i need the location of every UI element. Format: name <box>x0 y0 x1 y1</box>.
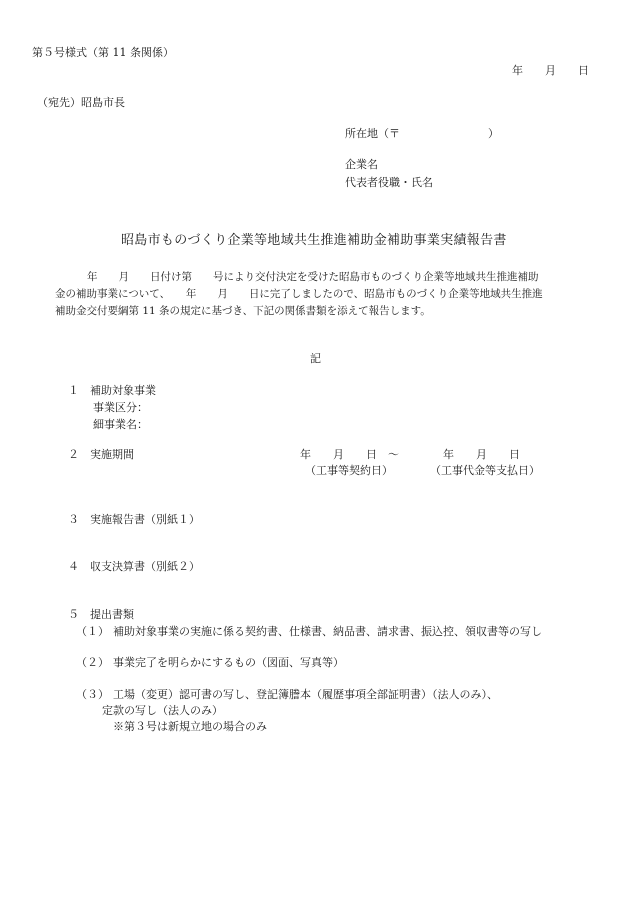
date-line: 年 月 日 <box>512 64 589 77</box>
item1-number: １ <box>68 384 79 397</box>
applicant-company: 企業名 <box>345 158 378 171</box>
applicant-representative: 代表者役職・氏名 <box>345 176 433 189</box>
item5-sub3-text: 工場（変更）認可書の写し、登記簿謄本（履歴事項全部証明書）（法人のみ）、 <box>113 688 498 701</box>
item1-label: 補助対象事業 <box>90 384 156 397</box>
document-title: 昭島市ものづくり企業等地域共生推進補助金補助事業実績報告書 <box>121 233 507 248</box>
item5-sub3-note: ※第３号は新規立地の場合のみ <box>113 720 267 733</box>
item1-subname: 細事業名： <box>93 418 148 431</box>
applicant-address: 所在地（〒 ） <box>345 127 499 140</box>
item5-sub1-text: 補助対象事業の実施に係る契約書、仕様書、納品書、請求書、振込控、領収書等の写し <box>113 625 542 638</box>
body-line-3: 補助金交付要綱第 11 条の規定に基づき、下記の関係書類を添えて報告します。 <box>55 305 431 317</box>
item5-sub3-line2: 定款の写し（法人のみ） <box>102 704 223 717</box>
item2-label: 実施期間 <box>90 448 134 461</box>
item5-sub2-text: 事業完了を明らかにするもの（図面、写真等） <box>113 656 344 669</box>
item2-number: ２ <box>68 448 79 461</box>
item4-number: ４ <box>68 560 79 573</box>
item4-label: 収支決算書（別紙２） <box>90 560 200 573</box>
item5-sub3-number: （３） <box>76 688 109 701</box>
item5-label: 提出書類 <box>90 608 134 621</box>
item1-category: 事業区分： <box>93 401 148 414</box>
item2-start-note: （工事等契約日） <box>305 464 393 477</box>
body-line-1: 年 月 日付け第 号により交付決定を受けた昭島市ものづくり企業等地域共生推進補助 <box>66 271 539 283</box>
item2-end-note: （工事代金等支払日） <box>430 464 540 477</box>
item2-date-range: 年 月 日 ～ 年 月 日 <box>300 448 520 461</box>
ki-heading: 記 <box>310 352 321 365</box>
addressee: （宛先）昭島市長 <box>37 96 125 109</box>
item3-number: ３ <box>68 513 79 526</box>
body-line-2: 金の補助事業について、 年 月 日に完了しましたので、昭島市ものづくり企業等地域共生推進 <box>55 288 543 300</box>
form-number: 第５号様式（第 11 条関係） <box>32 46 174 59</box>
item5-sub2-number: （２） <box>76 656 109 669</box>
item5-sub1-number: （１） <box>76 625 109 638</box>
item3-label: 実施報告書（別紙１） <box>90 513 200 526</box>
item5-number: ５ <box>68 608 79 621</box>
